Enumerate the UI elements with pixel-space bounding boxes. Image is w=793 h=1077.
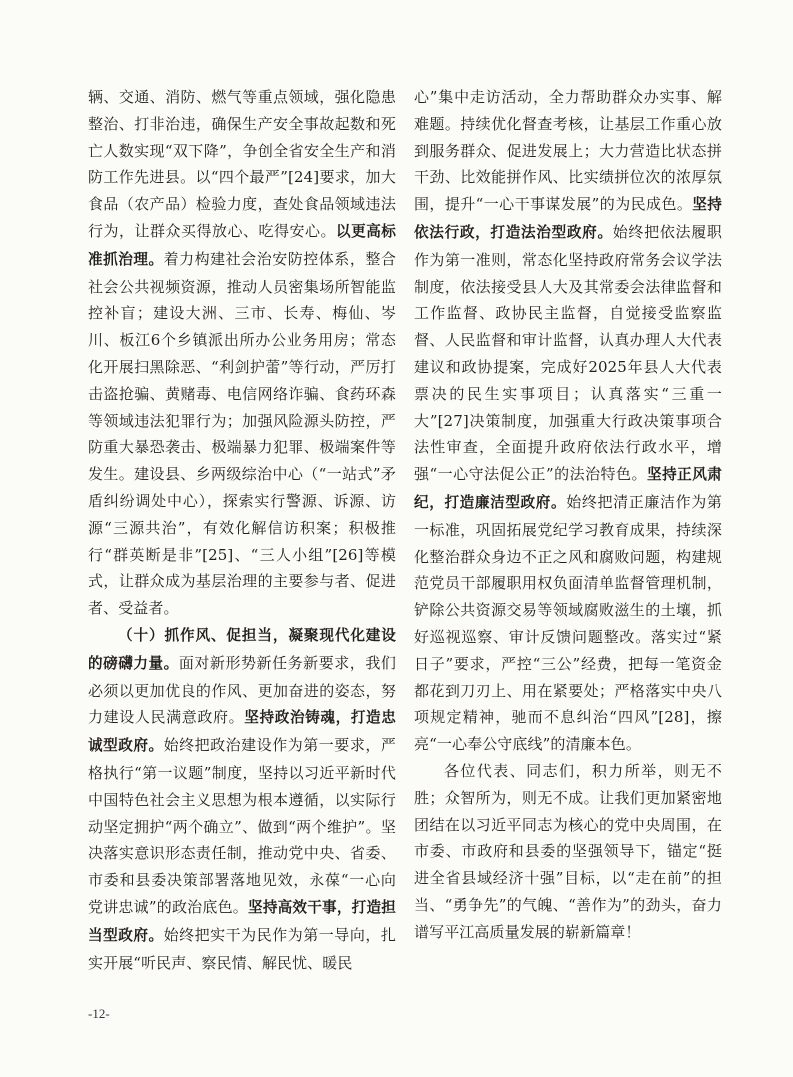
body-text: 着力构建社会治安防控体系，整合社会公共视频资源，推动人员密集场所智能监控补盲；建设大洲、三市、长寿、梅仙、岑川、板江6个乡镇派出所办公业务用房；常态化开展扫黑除恶、“利剑护蕾”等行动，严厉打击盗抢骗、黄赌毒、电信网络诈骗、食药环森等领域违法犯罪行为；加强风险源头防控，严防重大暴恐袭击、极端暴力犯罪、极端案件等发生。建设县、乡两级综治中心（“一站式”矛盾纠纷调处中心），探索实行警源、诉源、访源“三源共治”，有效化解信访积案；积极推行“群英断是非”[25]、“三人小组”[26]等模式，让群众成为基层治理的主要参与者、促进者、受益者。 bbox=[88, 249, 396, 618]
bold-heading: 以更高标准抓治理。 bbox=[88, 222, 396, 268]
body-text: 始终把政治建设作为第一要求，严格执行“第一议题”制度，坚持以习近平新时代中国特色社会主义思想为根本遵循，以实际行动坚定拥护“两个确立”、做到“两个维护”。坚决落实意识形态责任制，推动党中央、省委、市委和县委决策部署落地见效，永葆“一心向党讲忠诚”的政治底色。 bbox=[88, 736, 396, 916]
paragraph bbox=[88, 84, 396, 622]
body-text: 心”集中走访活动，全力帮助群众办实事、解难题。持续优化督查考核，让基层工作重心放到服务群众、促进发展上；大力营造比状态拼干劲、比效能拼作风、比实绩拼位次的浓厚氛围，提升“一心干事谋发展”的为民成色。 bbox=[414, 88, 722, 214]
bold-heading: 坚持正风肃纪，打造廉洁型政府。 bbox=[414, 466, 722, 511]
bold-heading: 坚持依法行政，打造法治型政府。 bbox=[414, 196, 722, 241]
bold-heading: （十）抓作风、促担当，凝聚现代化建设的磅礴力量。 bbox=[88, 626, 396, 672]
paragraph bbox=[414, 758, 722, 946]
body-text: 面对新形势新任务新要求，我们必须以更加优良的作风、更加奋进的姿态，努力建设人民满意政府。 bbox=[88, 653, 396, 727]
body-text: 始终把依法履职作为第一准则，常态化坚持政府常务会议学法制度，依法接受县人大及其常委会法律监督和工作监督、政协民主监督，自觉接受监察监督、人民监督和审计监督，认真办理人大代表建议和政协提案，完成好2025年县人大代表票决的民生实事项目；认真落实“三重一大”[27]决策制度，加强重大行政决策事项合法性审查，全面提升政府依法行政水平，增强“一心守法促公正”的法治特色。 bbox=[414, 222, 722, 484]
body-text: 始终把清正廉洁作为第一标准，巩固拓展党纪学习教育成果，持续深化整治群众身边不正之风和腐败问题，构建规范党员干部履职用权负面清单监督管理机制，铲除公共资源交易等领域腐败滋生的土壤，抓好巡视巡察、审计反馈问题整改。落实过“紧日子”要求，严控“三公”经费，把每一笔资金都花到刀刃上、用在紧要处；严格落实中央八项规定精神，驰而不息纠治“四风”[28]，擦亮“一心奉公守底线”的清廉本色。 bbox=[414, 492, 722, 754]
body-text: 各位代表、同志们，积力所举，则无不胜；众智所为，则无不成。让我们更加紧密地团结在以习近平同志为核心的党中央周围，在市委、市政府和县委的坚强领导下，锚定“挺进全省县域经济十强”目标，以“走在前”的担当、“勇争先”的气魄、“善作为”的劲头，奋力谱写平江高质量发展的崭新篇章！ bbox=[414, 761, 722, 941]
body-text: 始终把实干为民作为第一导向，扎实开展“听民声、察民情、解民忧、暖民 bbox=[88, 925, 396, 972]
page-number: -12- bbox=[88, 1006, 110, 1021]
bold-heading: 坚持政治铸魂，打造忠诚型政府。 bbox=[88, 709, 396, 755]
left-column bbox=[88, 84, 396, 976]
bold-heading: 坚持高效干事，打造担当型政府。 bbox=[88, 898, 396, 944]
body-text: 辆、交通、消防、燃气等重点领域，强化隐患整治、打非治违，确保生产安全事故起数和死亡人数实现“双下降”，争创全省安全生产和消防工作先进县。以“四个最严”[24]要求，加大食品（农产品）检验力度，查处食品领域违法行为，让群众买得放心、吃得安心。 bbox=[88, 88, 396, 240]
paragraph bbox=[88, 622, 396, 976]
right-column bbox=[414, 84, 722, 946]
paragraph bbox=[414, 84, 722, 758]
